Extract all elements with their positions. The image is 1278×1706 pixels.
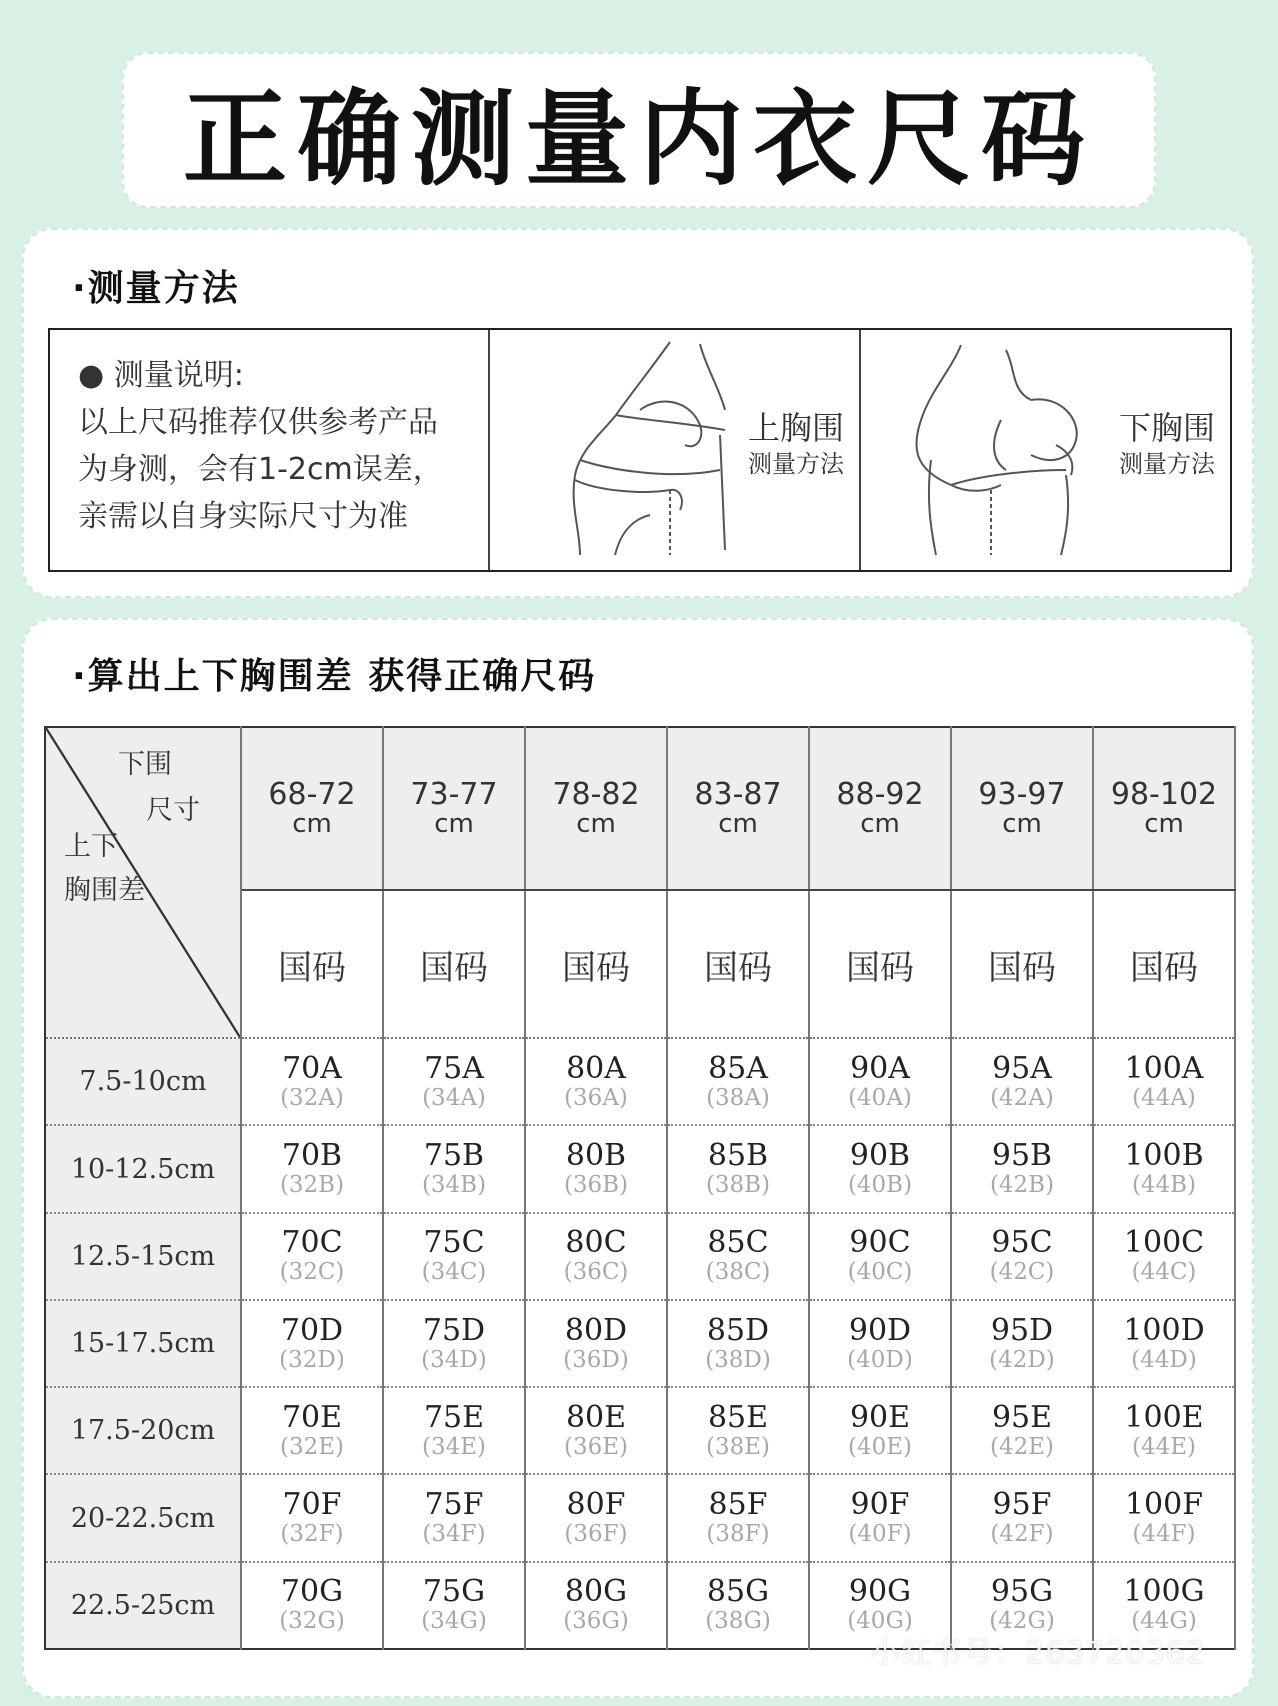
code-label: 国码 xyxy=(241,890,383,1038)
cn-size: 75B xyxy=(423,1138,485,1174)
table-row xyxy=(45,1474,1235,1561)
note-line: 亲需以自身实际尺寸为准 xyxy=(78,499,408,534)
cn-size: 80C xyxy=(565,1225,627,1261)
column-header: 73-77 cm xyxy=(383,727,525,890)
cn-size: 95A xyxy=(992,1050,1052,1086)
size-cell xyxy=(241,1474,383,1561)
upper-bust-sub: 测量方法 xyxy=(748,450,844,478)
intl-size: (44E) xyxy=(1131,1433,1196,1460)
cn-size: 85C xyxy=(707,1225,769,1261)
intl-size: (38A) xyxy=(706,1084,770,1111)
table-row xyxy=(45,1387,1235,1474)
size-cell xyxy=(809,1474,951,1561)
cn-size: 70D xyxy=(280,1312,344,1348)
row-label: 22.5-25cm xyxy=(45,1562,241,1649)
table-row xyxy=(45,1300,1235,1387)
size-cell xyxy=(525,1213,667,1300)
intl-size: (32A) xyxy=(280,1084,344,1111)
intl-size: (36F) xyxy=(564,1521,628,1548)
intl-size: (36G) xyxy=(563,1608,629,1635)
corner-cell xyxy=(45,727,241,1038)
column-header: 68-72 cm xyxy=(241,727,383,890)
cn-size: 100F xyxy=(1124,1487,1204,1523)
cn-size: 75E xyxy=(423,1399,485,1435)
intl-size: (34C) xyxy=(421,1259,487,1286)
intl-size: (32G) xyxy=(279,1608,345,1635)
table-row xyxy=(45,1038,1235,1125)
intl-size: (38F) xyxy=(706,1521,770,1548)
size-cell xyxy=(241,1125,383,1212)
intl-size: (40G) xyxy=(847,1608,913,1635)
intl-size: (38G) xyxy=(705,1608,771,1635)
size-cell xyxy=(951,1474,1093,1561)
size-cell xyxy=(667,1213,809,1300)
intl-size: (40B) xyxy=(847,1172,913,1199)
intl-size: (40D) xyxy=(847,1346,913,1373)
corner-top-2: 尺寸 xyxy=(146,795,200,826)
size-cell xyxy=(667,1300,809,1387)
size-cell xyxy=(951,1038,1093,1125)
size-cell xyxy=(383,1213,525,1300)
code-label: 国码 xyxy=(809,890,951,1038)
code-label: 国码 xyxy=(1093,890,1235,1038)
upper-bust-illustration xyxy=(490,330,859,570)
size-cell xyxy=(241,1038,383,1125)
intl-size: (40F) xyxy=(848,1521,912,1548)
size-cell xyxy=(1093,1125,1235,1212)
intl-size: (38B) xyxy=(705,1172,771,1199)
intl-size: (32C) xyxy=(279,1259,345,1286)
code-label: 国码 xyxy=(525,890,667,1038)
corner-bottom-2: 胸围差 xyxy=(64,875,145,906)
size-cell xyxy=(951,1213,1093,1300)
intl-size: (38D) xyxy=(705,1346,771,1373)
intl-size: (44A) xyxy=(1132,1084,1196,1111)
intl-size: (42G) xyxy=(989,1608,1055,1635)
intl-size: (32D) xyxy=(279,1346,345,1373)
lower-bust-figure-icon xyxy=(891,340,1111,560)
cn-size: 75C xyxy=(423,1225,485,1261)
column-header: 78-82 cm xyxy=(525,727,667,890)
intl-size: (34A) xyxy=(422,1084,486,1111)
upper-bust-label xyxy=(748,408,844,480)
note-line: 为身测，会有1-2cm误差， xyxy=(78,452,443,487)
row-label: 17.5-20cm xyxy=(45,1387,241,1474)
title-card xyxy=(122,52,1156,208)
table-row xyxy=(45,1213,1235,1300)
size-table xyxy=(44,726,1236,1650)
size-cell xyxy=(667,1562,809,1649)
size-cell xyxy=(951,1387,1093,1474)
upper-bust-figure-icon xyxy=(520,340,740,560)
watermark: 小红书号：263720362 xyxy=(870,1636,1206,1671)
size-cell xyxy=(809,1038,951,1125)
cn-size: 90G xyxy=(848,1574,912,1610)
cn-size: 95D xyxy=(990,1312,1054,1348)
intl-size: (36B) xyxy=(563,1172,629,1199)
size-cell xyxy=(525,1562,667,1649)
size-cell xyxy=(383,1387,525,1474)
note-line: 以上尺码推荐仅供参考产品 xyxy=(78,405,438,440)
cn-size: 70B xyxy=(281,1138,343,1174)
row-label: 7.5-10cm xyxy=(45,1038,241,1125)
intl-size: (38E) xyxy=(705,1433,770,1460)
cn-size: 85B xyxy=(707,1138,769,1174)
size-cell xyxy=(525,1038,667,1125)
cn-size: 70G xyxy=(280,1574,344,1610)
column-header: 93-97 cm xyxy=(951,727,1093,890)
lower-bust-title: 下胸围 xyxy=(1119,409,1216,447)
intl-size: (34E) xyxy=(421,1433,486,1460)
size-cell xyxy=(951,1300,1093,1387)
row-label: 15-17.5cm xyxy=(45,1300,241,1387)
size-cell xyxy=(809,1213,951,1300)
cn-size: 100B xyxy=(1124,1138,1204,1174)
intl-size: (42B) xyxy=(989,1172,1055,1199)
cn-size: 70E xyxy=(281,1399,343,1435)
size-cell xyxy=(383,1474,525,1561)
cn-size: 100A xyxy=(1124,1050,1204,1086)
cn-size: 70C xyxy=(281,1225,343,1261)
cn-size: 100C xyxy=(1123,1225,1205,1261)
cn-size: 85D xyxy=(706,1312,770,1348)
size-cell xyxy=(383,1300,525,1387)
note-line: ● 测量说明: xyxy=(78,358,244,393)
size-cell xyxy=(667,1038,809,1125)
size-cell xyxy=(1093,1038,1235,1125)
cn-size: 85A xyxy=(708,1050,768,1086)
page-title: 正确测量内衣尺码 xyxy=(182,78,1095,200)
intl-size: (36E) xyxy=(563,1433,628,1460)
cn-size: 90E xyxy=(849,1399,911,1435)
size-cell xyxy=(1093,1300,1235,1387)
intl-size: (34G) xyxy=(421,1608,487,1635)
cn-size: 100G xyxy=(1123,1574,1205,1610)
size-cell xyxy=(241,1300,383,1387)
cn-size: 80B xyxy=(565,1138,627,1174)
size-cell xyxy=(383,1562,525,1649)
size-cell xyxy=(1093,1474,1235,1561)
cn-size: 90C xyxy=(849,1225,911,1261)
intl-size: (44D) xyxy=(1131,1346,1197,1373)
code-label: 国码 xyxy=(951,890,1093,1038)
cn-size: 95F xyxy=(992,1487,1052,1523)
cn-size: 75G xyxy=(422,1574,486,1610)
code-label: 国码 xyxy=(667,890,809,1038)
lower-bust-illustration xyxy=(859,330,1230,570)
size-cell xyxy=(241,1562,383,1649)
measure-box xyxy=(48,328,1232,572)
size-cell xyxy=(525,1474,667,1561)
size-cell xyxy=(809,1125,951,1212)
cn-size: 90A xyxy=(850,1050,910,1086)
upper-bust-title: 上胸围 xyxy=(748,409,845,447)
intl-size: (42D) xyxy=(989,1346,1055,1373)
size-cell xyxy=(525,1125,667,1212)
cn-size: 95G xyxy=(990,1574,1054,1610)
cn-size: 95C xyxy=(991,1225,1053,1261)
column-header: 98-102 cm xyxy=(1093,727,1235,890)
cn-size: 80A xyxy=(566,1050,626,1086)
size-cell xyxy=(1093,1387,1235,1474)
intl-size: (42E) xyxy=(989,1433,1054,1460)
row-label: 20-22.5cm xyxy=(45,1474,241,1561)
size-cell xyxy=(951,1125,1093,1212)
size-cell xyxy=(525,1387,667,1474)
cn-size: 85G xyxy=(706,1574,770,1610)
method-heading: ·测量方法 xyxy=(72,268,240,309)
intl-size: (42C) xyxy=(989,1259,1055,1286)
cn-size: 100D xyxy=(1123,1312,1205,1348)
intl-size: (42F) xyxy=(990,1521,1054,1548)
table-row xyxy=(45,1125,1235,1212)
size-cell xyxy=(809,1387,951,1474)
cn-size: 100E xyxy=(1124,1399,1204,1435)
intl-size: (40E) xyxy=(847,1433,912,1460)
intl-size: (44C) xyxy=(1131,1259,1197,1286)
size-cell xyxy=(241,1213,383,1300)
corner-bottom-1: 上下 xyxy=(64,831,118,862)
cn-size: 75A xyxy=(424,1050,484,1086)
lower-bust-sub: 测量方法 xyxy=(1119,450,1215,478)
header-row-ranges xyxy=(45,727,1235,890)
row-label: 10-12.5cm xyxy=(45,1125,241,1212)
intl-size: (40A) xyxy=(848,1084,912,1111)
size-cell xyxy=(667,1387,809,1474)
size-cell xyxy=(667,1125,809,1212)
cn-size: 75D xyxy=(422,1312,486,1348)
cn-size: 90D xyxy=(848,1312,912,1348)
cn-size: 80G xyxy=(564,1574,628,1610)
cn-size: 75F xyxy=(424,1487,484,1523)
intl-size: (36A) xyxy=(564,1084,628,1111)
size-cell xyxy=(667,1474,809,1561)
intl-size: (36C) xyxy=(563,1259,629,1286)
intl-size: (32E) xyxy=(279,1433,344,1460)
cn-size: 85E xyxy=(707,1399,769,1435)
intl-size: (34F) xyxy=(422,1521,486,1548)
intl-size: (44F) xyxy=(1132,1521,1196,1548)
cn-size: 90F xyxy=(850,1487,910,1523)
intl-size: (38C) xyxy=(705,1259,771,1286)
size-cell xyxy=(809,1300,951,1387)
size-cell xyxy=(525,1300,667,1387)
measure-notes xyxy=(50,330,490,570)
size-cell xyxy=(241,1387,383,1474)
cn-size: 80E xyxy=(565,1399,627,1435)
intl-size: (42A) xyxy=(990,1084,1054,1111)
table-heading: ·算出上下胸围差 获得正确尺码 xyxy=(72,656,597,697)
cn-size: 95B xyxy=(991,1138,1053,1174)
cn-size: 85F xyxy=(708,1487,768,1523)
intl-size: (44G) xyxy=(1131,1608,1197,1635)
lower-bust-label xyxy=(1119,408,1215,480)
code-label: 国码 xyxy=(383,890,525,1038)
size-cell xyxy=(383,1038,525,1125)
size-cell xyxy=(1093,1213,1235,1300)
corner-top-1: 下围 xyxy=(118,749,172,780)
intl-size: (34B) xyxy=(421,1172,487,1199)
intl-size: (44B) xyxy=(1131,1172,1197,1199)
intl-size: (36D) xyxy=(563,1346,629,1373)
intl-size: (34D) xyxy=(421,1346,487,1373)
cn-size: 95E xyxy=(991,1399,1053,1435)
cn-size: 90B xyxy=(849,1138,911,1174)
column-header: 88-92 cm xyxy=(809,727,951,890)
cn-size: 80D xyxy=(564,1312,628,1348)
intl-size: (32F) xyxy=(280,1521,344,1548)
cn-size: 70A xyxy=(282,1050,342,1086)
row-label: 12.5-15cm xyxy=(45,1213,241,1300)
column-header: 83-87 cm xyxy=(667,727,809,890)
size-card xyxy=(22,618,1254,1698)
cn-size: 70F xyxy=(282,1487,342,1523)
intl-size: (32B) xyxy=(279,1172,345,1199)
method-card xyxy=(22,228,1254,598)
cn-size: 80F xyxy=(566,1487,626,1523)
size-cell xyxy=(383,1125,525,1212)
intl-size: (40C) xyxy=(847,1259,913,1286)
